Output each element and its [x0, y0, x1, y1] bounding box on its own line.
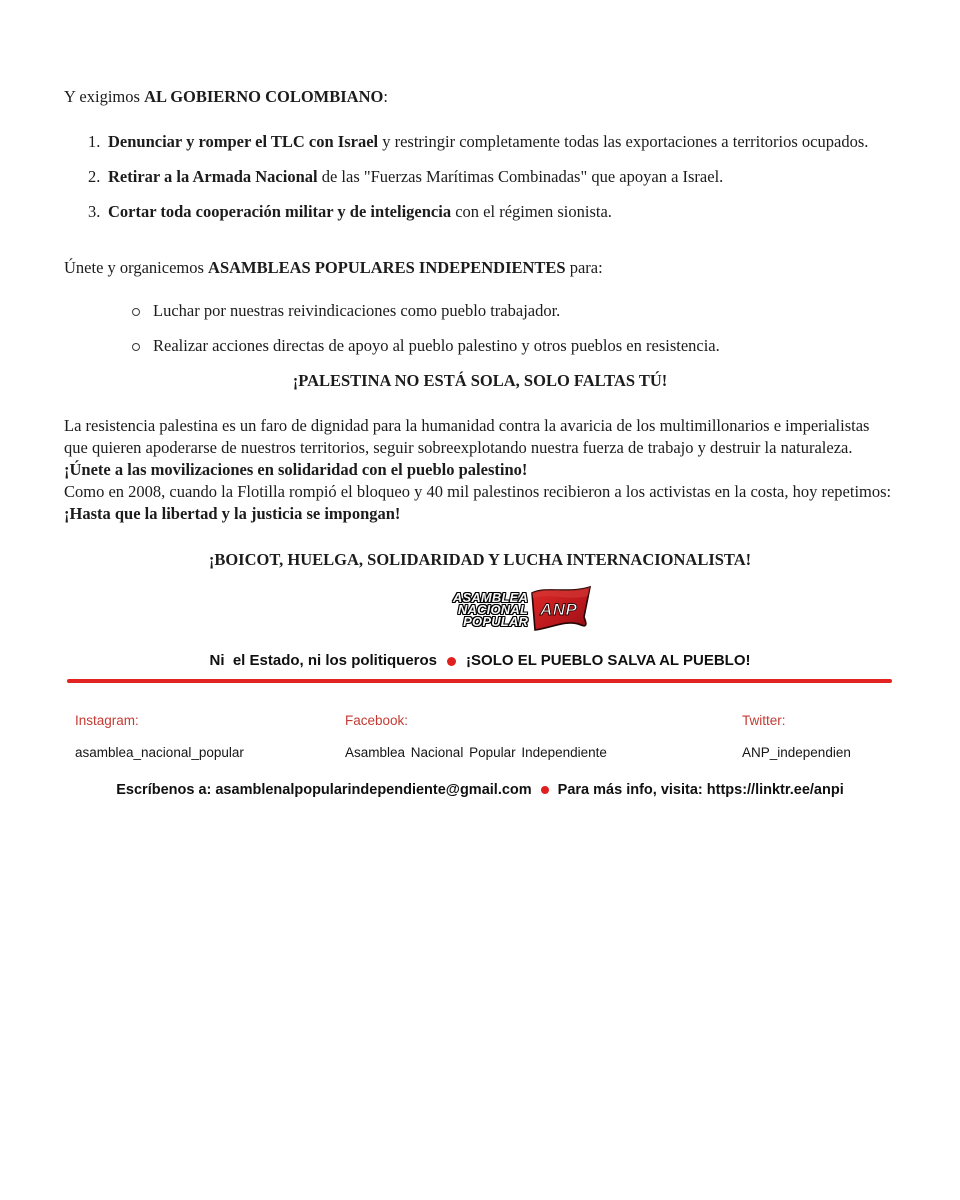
- assembly-bullet-list: [64, 300, 896, 357]
- red-dot-icon: [541, 786, 549, 794]
- twitter-handle: ANP_independien: [742, 745, 851, 760]
- instagram-handle: asamblea_nacional_popular: [75, 745, 244, 760]
- facebook-handle: Asamblea Nacional Popular Independiente: [345, 745, 607, 760]
- red-dot-icon: [447, 657, 456, 666]
- motto-line: [64, 650, 896, 672]
- list-item: [64, 335, 896, 357]
- red-divider: [67, 679, 892, 683]
- list-item: [64, 201, 896, 223]
- email-text: Escríbenos a: asamblenalpopularindependiente@gmail.com: [116, 782, 532, 798]
- logo-line-1: ASAMBLEA: [452, 590, 529, 605]
- list-item: [64, 131, 896, 153]
- list-item-text: [108, 201, 896, 223]
- logo-wordmark: [453, 592, 528, 628]
- paragraph-part1: La resistencia palestina es un faro de dignidad para la humanidad contra la avaricia de los multimillonarios e imperialistas que quieren apoderarse de nuestros territorios, seguir sobreexplotando nuestra fuerza de trabajo y destruir la naturaleza.: [64, 416, 870, 457]
- list-item-text: [108, 131, 896, 153]
- contact-facebook: [345, 710, 607, 764]
- list-item: [64, 300, 896, 322]
- motto-left: Ni el Estado, ni los politiqueros: [209, 652, 438, 669]
- flag-anp-text: ANP: [540, 600, 578, 619]
- list-item-rest: de las "Fuerzas Marítimas Combinadas" que apoyan a Israel.: [317, 167, 724, 186]
- email-info-line: [64, 779, 896, 801]
- instagram-label: Instagram:: [75, 713, 139, 728]
- logo-line-2: NACIONAL: [457, 602, 529, 617]
- slogan-boicot: ¡BOICOT, HUELGA, SOLIDARIDAD Y LUCHA INTERNACIONALISTA!: [208, 550, 752, 569]
- anp-logo: [107, 584, 939, 636]
- demands-intro-prefix: Y exigimos: [64, 87, 145, 106]
- assembly-intro-bold: ASAMBLEAS POPULARES INDEPENDIENTES: [208, 258, 566, 277]
- info-text: Para más info, visita: https://linktr.ee/anpi: [557, 782, 844, 798]
- list-item-bold: Retirar a la Armada Nacional: [108, 167, 318, 186]
- list-number: 1.: [88, 132, 101, 151]
- list-item-text: [108, 166, 896, 188]
- bullet-text: Realizar acciones directas de apoyo al pueblo palestino y otros pueblos en resistencia.: [153, 336, 720, 355]
- paragraph-part2: Como en 2008, cuando la Flotilla rompió el bloqueo y 40 mil palestinos recibieron a los activistas en la costa, hoy repetimos:: [64, 482, 892, 501]
- assembly-intro-prefix: Únete y organicemos: [64, 258, 209, 277]
- list-number: 3.: [88, 202, 101, 221]
- slogan-palestina: ¡PALESTINA NO ESTÁ SOLA, SOLO FALTAS TÚ!: [292, 371, 668, 390]
- logo-line-3: POPULAR: [463, 614, 529, 629]
- list-number: 2.: [88, 167, 101, 186]
- motto-right: ¡SOLO EL PUEBLO SALVA AL PUEBLO!: [466, 652, 751, 669]
- circle-bullet-icon: [132, 308, 140, 316]
- list-item-bold: Cortar toda cooperación militar y de inteligencia: [108, 202, 452, 221]
- list-item: [64, 166, 896, 188]
- paragraph-part2-bold: ¡Hasta que la libertad y la justicia se impongan!: [64, 504, 401, 523]
- bullet-text: Luchar por nuestras reivindicaciones como pueblo trabajador.: [153, 301, 561, 320]
- assembly-intro-suffix: para:: [565, 258, 603, 277]
- contact-twitter: [742, 710, 851, 764]
- facebook-label: Facebook:: [345, 713, 409, 728]
- demands-intro-colon: :: [383, 87, 388, 106]
- assembly-intro: [64, 257, 896, 279]
- list-item-rest: y restringir completamente todas las exportaciones a territorios ocupados.: [378, 132, 869, 151]
- twitter-label: Twitter:: [742, 713, 786, 728]
- contacts-row: [64, 710, 896, 765]
- demands-intro-bold: AL GOBIERNO COLOMBIANO: [144, 87, 384, 106]
- demands-list: [64, 131, 896, 223]
- contact-instagram: [75, 710, 244, 764]
- demands-intro: [64, 86, 896, 108]
- paragraph-part1-bold: ¡Únete a las movilizaciones en solidaridad con el pueblo palestino!: [64, 460, 528, 479]
- solidarity-paragraph: [64, 415, 896, 525]
- list-item-bold: Denunciar y romper el TLC con Israel: [108, 132, 379, 151]
- list-item-rest: con el régimen sionista.: [451, 202, 612, 221]
- circle-bullet-icon: [132, 343, 140, 351]
- anp-flag-icon: [529, 584, 593, 636]
